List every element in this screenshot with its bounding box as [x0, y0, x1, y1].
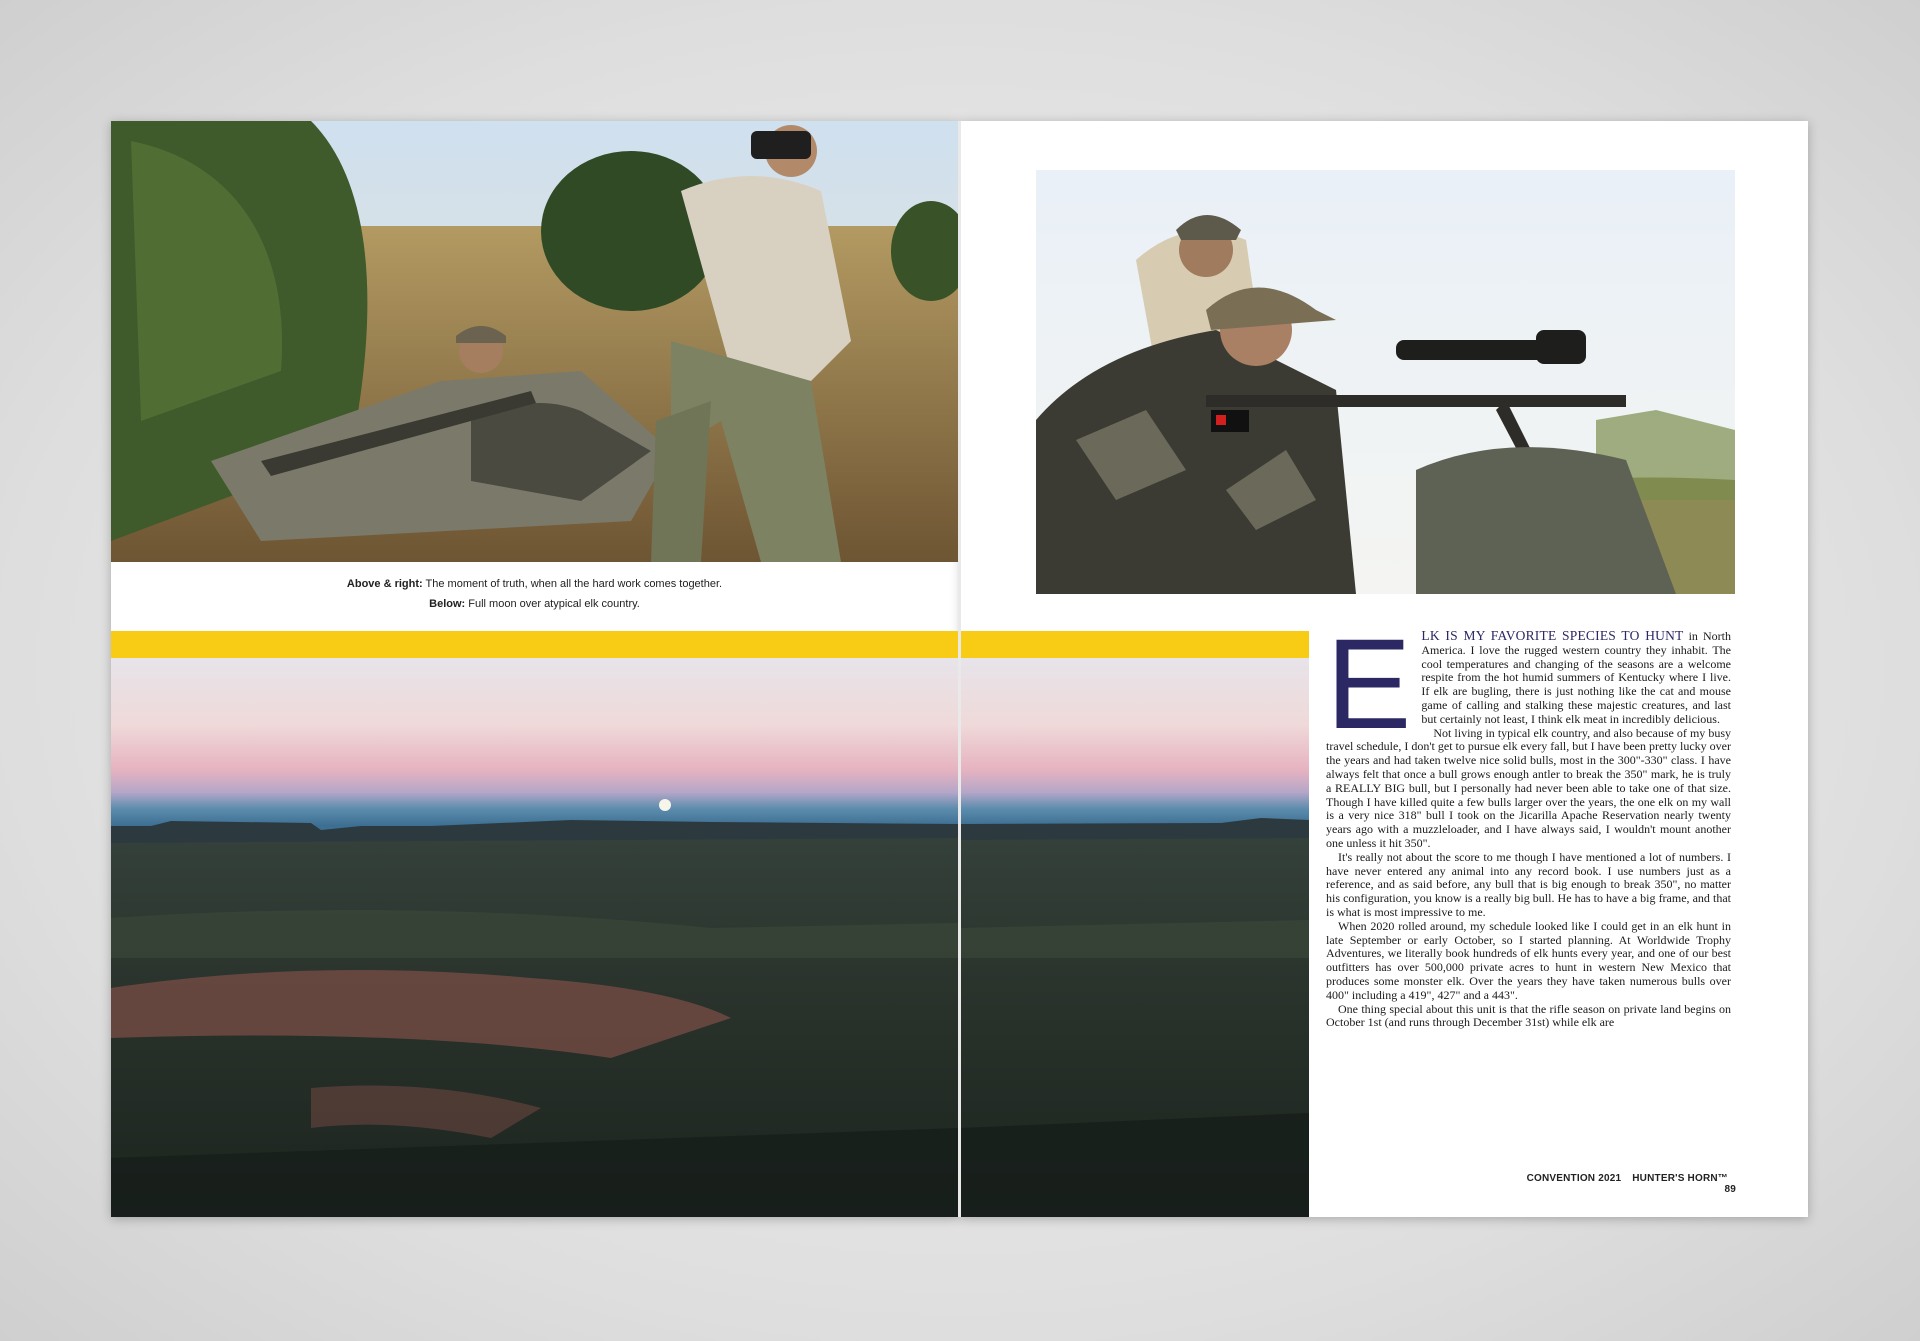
- page-number: 89: [1724, 1184, 1736, 1195]
- article-paragraph: It's really not about the score to me though I have mentioned a lot of numbers. I have never entered any animal into any record book. I use numbers just as a reference, and as said before, any bull that is big enough to break 350", no matter his configuration, you know is a really big bull. He has to have a big frame, and that is what is most impressive to me.: [1326, 849, 1731, 919]
- caption-below: [111, 598, 958, 610]
- page-folio: [1516, 1173, 1736, 1195]
- caption-above-right: [111, 578, 958, 590]
- caption-label: Below:: [429, 598, 466, 610]
- article-text: in North America. I love the rugged western country they inhabit. The cool temperatures and changing of the seasons are a welcome respite from the hot humid summers of Kentucky where I live. If elk are bugling, there is just nothing like the cat and mouse game of calling and stalking these majestic creatures, and last but certainly not least, I think elk meat in incredibly delicious.: [1421, 629, 1731, 726]
- article-paragraph: When 2020 rolled around, my schedule looked like I could get in an elk hunt in late September or early October, so I started planning. At Worldwide Trophy Adventures, we literally book hundreds of elk hunts every year, and one of our best outfitters has over 500,000 private acres to hunt in western New Mexico that produces some monster elk. Over the years they have taken numerous bulls over 400" including a 419", 427" and a 443".: [1326, 918, 1731, 1002]
- folio-issue: CONVENTION 2021: [1526, 1173, 1622, 1184]
- page-gutter: [958, 121, 961, 1217]
- article-paragraph: One thing special about this unit is that the rifle season on private land begins on October 1st (and runs through December 31st) while elk are: [1326, 1001, 1731, 1030]
- photo-shooter-aiming: [1036, 170, 1735, 594]
- caption-text: Full moon over atypical elk country.: [465, 598, 640, 610]
- caption-label: Above & right:: [346, 578, 423, 590]
- photo-hunters-glassing: [111, 121, 958, 562]
- accent-bar-left: [111, 631, 958, 658]
- caption-text: The moment of truth, when all the hard work comes together.: [422, 578, 723, 590]
- accent-bar-right: [961, 631, 1309, 658]
- article-body: [1326, 613, 1731, 1139]
- drop-cap: E: [1326, 613, 1412, 756]
- article-paragraph: Not living in typical elk country, and also because of my busy travel schedule, I don't get to pursue elk every fall, but I have been pretty lucky over the years and had taken twelve nice solid bulls, most in the 300"-330" class. I have always felt that once a bull grows enough antler to break the 350" mark, he is truly a REALLY BIG bull, but I personally had never been able to take one of that size. Though I have killed quite a few bulls larger over the years, the one elk on my wall is a very nice 318" bull I took on the Jicarilla Apache Reservation nearly twenty years ago with a muzzleloader, and I have always said, I wouldn't mount another one unless it hit 350".: [1326, 725, 1731, 850]
- photo-moon-landscape-right: [961, 658, 1309, 1217]
- article-lead-in: LK IS MY FAVORITE SPECIES TO HUNT: [1421, 628, 1684, 643]
- photo-moon-landscape-left: [111, 658, 958, 1217]
- folio-magazine: HUNTER'S HORN™: [1632, 1173, 1728, 1184]
